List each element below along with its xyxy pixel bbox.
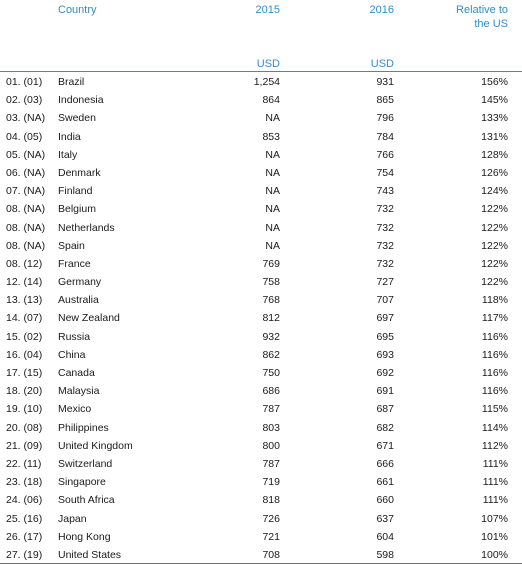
country-cell: Canada	[58, 367, 95, 379]
column-header-2016: 2016	[369, 4, 394, 16]
value-2016-cell: 666	[376, 457, 394, 470]
country-cell: United Kingdom	[58, 439, 133, 452]
rank-cell: 19. (10)	[6, 403, 43, 416]
country-cell: Brazil	[58, 76, 85, 88]
table-row	[0, 473, 522, 491]
table-body	[0, 73, 522, 564]
value-2016-cell: 691	[376, 385, 394, 398]
relative-cell: 124%	[481, 185, 508, 198]
country-cell: Finland	[58, 185, 93, 198]
country-cell: Philippines	[58, 421, 109, 434]
country-cell: Belgium	[58, 203, 96, 216]
rank-cell: 06. (NA)	[6, 166, 46, 179]
relative-cell: 116%	[481, 385, 508, 398]
value-2016-cell: 660	[376, 494, 394, 507]
value-2015-cell: 768	[262, 294, 280, 307]
value-2016-cell: 687	[376, 403, 394, 416]
relative-cell: 112%	[481, 439, 508, 452]
value-2015-cell: 686	[262, 385, 280, 398]
value-2015-cell: NA	[265, 148, 280, 161]
relative-cell: 116%	[481, 330, 508, 343]
value-2015-cell: 853	[262, 130, 280, 143]
value-2016-cell: 693	[376, 348, 394, 361]
value-2016-cell: 732	[376, 257, 394, 270]
value-2015-cell: 800	[262, 439, 280, 452]
relative-cell: 122%	[481, 257, 508, 270]
rank-cell: 27. (19)	[6, 548, 43, 561]
country-cell: Germany	[58, 276, 102, 289]
rank-cell: 23. (18)	[6, 476, 43, 489]
value-2015-cell: NA	[265, 112, 280, 125]
value-2016-cell: 661	[376, 476, 394, 489]
value-2016-cell: 637	[376, 512, 394, 525]
relative-cell: 122%	[481, 203, 508, 216]
value-2016-cell: 732	[376, 221, 394, 234]
country-cell: China	[58, 348, 86, 361]
value-2016-cell: 766	[376, 148, 394, 161]
relative-cell: 156%	[481, 76, 508, 88]
table-row	[0, 309, 522, 327]
value-2015-cell: NA	[265, 185, 280, 198]
relative-cell: 122%	[481, 221, 508, 234]
value-2016-cell: 671	[376, 439, 394, 452]
relative-cell: 115%	[481, 403, 508, 416]
relative-cell: 101%	[481, 530, 508, 543]
value-2016-cell: 707	[376, 294, 394, 307]
table-row	[0, 200, 522, 218]
value-2015-cell: 750	[262, 367, 280, 379]
table-row	[0, 328, 522, 346]
rank-cell: 05. (NA)	[6, 148, 46, 161]
table-row	[0, 182, 522, 200]
table-row	[0, 273, 522, 291]
country-cell: Indonesia	[58, 94, 104, 107]
value-2016-cell: 754	[376, 166, 394, 179]
relative-cell: 128%	[481, 148, 508, 161]
table-row	[0, 382, 522, 400]
rank-cell: 22. (11)	[6, 457, 42, 470]
rank-cell: 15. (02)	[6, 330, 43, 343]
rank-cell: 25. (16)	[6, 512, 43, 525]
relative-cell: 116%	[481, 367, 508, 379]
relative-cell: 116%	[481, 348, 508, 361]
value-2015-cell: 818	[262, 494, 280, 507]
relative-cell: 122%	[481, 276, 508, 289]
rank-cell: 08. (NA)	[6, 203, 46, 216]
table-row	[0, 546, 522, 564]
value-2015-cell: 787	[262, 403, 280, 416]
table-row	[0, 164, 522, 182]
rank-cell: 07. (NA)	[6, 185, 46, 198]
rank-cell: 21. (09)	[6, 439, 43, 452]
rank-cell: 24. (06)	[6, 494, 43, 507]
value-2016-cell: 732	[376, 239, 394, 252]
unit-label-2016: USD	[370, 58, 394, 70]
rank-cell: 02. (03)	[6, 94, 43, 107]
value-2015-cell: 862	[262, 348, 280, 361]
table-header	[0, 0, 522, 80]
country-cell: India	[58, 130, 81, 143]
rank-cell: 03. (NA)	[6, 112, 46, 125]
country-cell: Netherlands	[58, 221, 115, 234]
header-divider	[0, 71, 522, 72]
relative-cell: 133%	[481, 112, 508, 125]
country-cell: Australia	[58, 294, 99, 307]
value-2015-cell: 708	[262, 548, 280, 561]
country-cell: Japan	[58, 512, 87, 525]
unit-label-2015: USD	[256, 58, 280, 70]
country-cell: Denmark	[58, 166, 101, 179]
table-row	[0, 419, 522, 437]
rank-cell: 08. (12)	[6, 257, 43, 270]
rank-cell: 14. (07)	[6, 312, 43, 325]
column-header-relative-line2: the US	[474, 18, 508, 30]
rank-cell: 18. (20)	[6, 385, 43, 398]
value-2015-cell: 932	[262, 330, 280, 343]
country-cell: Spain	[58, 239, 85, 252]
value-2016-cell: 727	[376, 276, 394, 289]
rank-cell: 26. (17)	[6, 530, 43, 543]
table-row	[0, 73, 522, 91]
rank-cell: 08. (NA)	[6, 239, 46, 252]
rank-cell: 17. (15)	[6, 367, 43, 379]
table-row	[0, 528, 522, 546]
value-2015-cell: NA	[265, 203, 280, 216]
value-2015-cell: NA	[265, 166, 280, 179]
value-2015-cell: 803	[262, 421, 280, 434]
country-cell: Italy	[58, 148, 78, 161]
column-header-country: Country	[58, 4, 97, 16]
value-2016-cell: 604	[376, 530, 394, 543]
relative-cell: 114%	[481, 421, 508, 434]
country-cell: Mexico	[58, 403, 92, 416]
value-2016-cell: 931	[376, 76, 394, 88]
value-2016-cell: 682	[376, 421, 394, 434]
country-cell: Singapore	[58, 476, 106, 489]
value-2015-cell: NA	[265, 221, 280, 234]
table-row	[0, 364, 522, 382]
column-header-2015: 2015	[255, 4, 280, 16]
rank-cell: 20. (08)	[6, 421, 43, 434]
relative-cell: 111%	[482, 457, 508, 470]
value-2016-cell: 796	[376, 112, 394, 125]
table-row	[0, 91, 522, 109]
relative-cell: 126%	[481, 166, 508, 179]
value-2016-cell: 865	[376, 94, 394, 107]
rank-cell: 13. (13)	[6, 294, 43, 307]
table-row	[0, 346, 522, 364]
value-2016-cell: 743	[376, 185, 394, 198]
value-2015-cell: 758	[262, 276, 280, 289]
relative-cell: 107%	[481, 512, 508, 525]
value-2015-cell: 812	[262, 312, 280, 325]
table-row	[0, 219, 522, 237]
relative-cell: 118%	[481, 294, 508, 307]
country-cell: United States	[58, 548, 122, 561]
country-cell: Russia	[58, 330, 91, 343]
table-row	[0, 128, 522, 146]
rank-cell: 04. (05)	[6, 130, 43, 143]
country-cell: South Africa	[58, 494, 115, 507]
value-2015-cell: 721	[262, 530, 280, 543]
value-2015-cell: 769	[262, 257, 280, 270]
country-cell: Sweden	[58, 112, 96, 125]
rank-cell: 16. (04)	[6, 348, 43, 361]
value-2015-cell: 864	[262, 94, 280, 107]
table-row	[0, 491, 522, 509]
value-2015-cell: 726	[262, 512, 280, 525]
relative-cell: 145%	[481, 94, 508, 107]
table-row	[0, 146, 522, 164]
value-2016-cell: 598	[376, 548, 394, 561]
value-2016-cell: 692	[376, 367, 394, 379]
table-row	[0, 237, 522, 255]
country-cell: Malaysia	[58, 385, 100, 398]
table-row	[0, 400, 522, 418]
relative-cell: 117%	[481, 312, 508, 325]
country-cell: New Zealand	[58, 312, 120, 325]
relative-cell: 111%	[482, 476, 508, 489]
country-cell: France	[58, 257, 91, 270]
relative-cell: 100%	[481, 548, 508, 561]
value-2016-cell: 732	[376, 203, 394, 216]
relative-cell: 111%	[482, 494, 508, 507]
column-header-relative-line1: Relative to	[456, 4, 508, 16]
table-row	[0, 109, 522, 127]
value-2015-cell: 719	[262, 476, 280, 489]
country-cell: Hong Kong	[58, 530, 111, 543]
table-row	[0, 437, 522, 455]
table-row	[0, 510, 522, 528]
value-2015-cell: NA	[265, 239, 280, 252]
value-2015-cell: 1,254	[253, 76, 280, 88]
rank-cell: 01. (01)	[6, 76, 43, 88]
value-2016-cell: 695	[376, 330, 394, 343]
rank-cell: 08. (NA)	[6, 221, 46, 234]
table-row	[0, 455, 522, 473]
column-header-relative	[428, 3, 508, 31]
country-cell: Switzerland	[58, 457, 113, 470]
rank-cell: 12. (14)	[6, 276, 43, 289]
value-2016-cell: 697	[376, 312, 394, 325]
value-2015-cell: 787	[262, 457, 280, 470]
table-row	[0, 255, 522, 273]
relative-cell: 131%	[481, 130, 508, 143]
relative-cell: 122%	[481, 239, 508, 252]
table-row	[0, 291, 522, 309]
value-2016-cell: 784	[376, 130, 394, 143]
